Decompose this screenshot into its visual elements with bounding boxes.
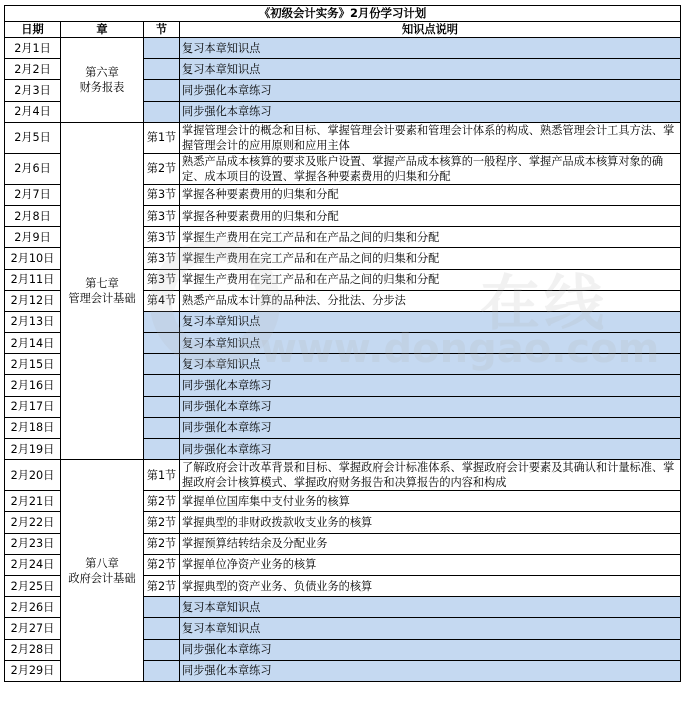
date-cell: 2月3日 (5, 80, 61, 101)
chapter-subtitle: 管理会计基础 (68, 291, 136, 305)
chapter-name: 第六章 (85, 65, 119, 79)
section-cell: 第3节 (144, 227, 180, 248)
date-cell: 2月9日 (5, 227, 61, 248)
date-cell: 2月15日 (5, 354, 61, 375)
section-cell: 第2节 (144, 554, 180, 575)
description-cell: 同步强化本章练习 (180, 639, 681, 660)
section-cell (144, 38, 180, 59)
description-cell: 复习本章知识点 (180, 59, 681, 80)
date-cell: 2月11日 (5, 269, 61, 290)
chapter-name: 第七章 (85, 276, 119, 290)
date-cell: 2月22日 (5, 512, 61, 533)
section-cell: 第3节 (144, 269, 180, 290)
description-cell: 同步强化本章练习 (180, 80, 681, 101)
section-cell: 第2节 (144, 533, 180, 554)
description-cell: 掌握典型的资产业务、负债业务的核算 (180, 575, 681, 596)
date-cell: 2月12日 (5, 290, 61, 311)
description-cell: 复习本章知识点 (180, 311, 681, 332)
chapter-cell (61, 122, 144, 459)
section-cell (144, 333, 180, 354)
description-cell: 同步强化本章练习 (180, 375, 681, 396)
section-cell: 第1节 (144, 122, 180, 153)
section-cell (144, 639, 180, 660)
section-cell (144, 101, 180, 122)
table-row (5, 38, 681, 59)
description-cell: 掌握生产费用在完工产品和在产品之间的归集和分配 (180, 248, 681, 269)
date-cell: 2月19日 (5, 439, 61, 460)
description-cell: 复习本章知识点 (180, 618, 681, 639)
description-cell: 同步强化本章练习 (180, 101, 681, 122)
table-row (5, 122, 681, 153)
study-plan-sheet (4, 5, 680, 682)
section-cell: 第2节 (144, 491, 180, 512)
date-cell: 2月24日 (5, 554, 61, 575)
date-cell: 2月2日 (5, 59, 61, 80)
section-cell (144, 660, 180, 681)
date-cell: 2月17日 (5, 396, 61, 417)
header-date: 日期 (5, 22, 61, 38)
date-cell: 2月23日 (5, 533, 61, 554)
date-cell: 2月20日 (5, 460, 61, 491)
date-cell: 2月21日 (5, 491, 61, 512)
chapter-name: 第八章 (85, 556, 119, 570)
description-cell: 复习本章知识点 (180, 333, 681, 354)
section-cell (144, 417, 180, 438)
date-cell: 2月7日 (5, 184, 61, 205)
chapter-subtitle: 政府会计基础 (68, 571, 136, 585)
section-cell (144, 59, 180, 80)
description-cell: 掌握各种要素费用的归集和分配 (180, 184, 681, 205)
section-cell: 第3节 (144, 205, 180, 226)
date-cell: 2月16日 (5, 375, 61, 396)
date-cell: 2月13日 (5, 311, 61, 332)
date-cell: 2月18日 (5, 417, 61, 438)
chapter-cell (61, 38, 144, 123)
description-cell: 同步强化本章练习 (180, 396, 681, 417)
description-cell: 熟悉产品成本核算的要求及账户设置、掌握产品成本核算的一般程序、掌握产品成本核算对象的确定、成本项目的设置、掌握各种要素费用的归集和分配 (180, 153, 681, 184)
date-cell: 2月1日 (5, 38, 61, 59)
description-cell: 掌握管理会计的概念和目标、掌握管理会计要素和管理会计体系的构成、熟悉管理会计工具方法、掌握管理会计的应用原则和应用主体 (180, 122, 681, 153)
description-cell: 复习本章知识点 (180, 354, 681, 375)
date-cell: 2月8日 (5, 205, 61, 226)
table-row (5, 460, 681, 491)
date-cell: 2月4日 (5, 101, 61, 122)
description-cell: 复习本章知识点 (180, 597, 681, 618)
description-cell: 掌握生产费用在完工产品和在产品之间的归集和分配 (180, 227, 681, 248)
date-cell: 2月26日 (5, 597, 61, 618)
section-cell (144, 80, 180, 101)
chapter-subtitle: 财务报表 (79, 80, 125, 94)
date-cell: 2月10日 (5, 248, 61, 269)
section-cell (144, 396, 180, 417)
section-cell (144, 311, 180, 332)
chapter-cell (61, 460, 144, 682)
description-cell: 掌握典型的非财政拨款收支业务的核算 (180, 512, 681, 533)
description-cell: 同步强化本章练习 (180, 439, 681, 460)
date-cell: 2月27日 (5, 618, 61, 639)
watermark-text: 在线 (480, 269, 608, 339)
date-cell: 2月28日 (5, 639, 61, 660)
description-cell: 掌握各种要素费用的归集和分配 (180, 205, 681, 226)
section-cell: 第2节 (144, 512, 180, 533)
date-cell: 2月14日 (5, 333, 61, 354)
section-cell: 第4节 (144, 290, 180, 311)
header-desc: 知识点说明 (180, 22, 681, 38)
section-cell: 第3节 (144, 184, 180, 205)
section-cell: 第2节 (144, 575, 180, 596)
description-cell: 同步强化本章练习 (180, 660, 681, 681)
description-cell: 复习本章知识点 (180, 38, 681, 59)
section-cell: 第2节 (144, 153, 180, 184)
date-cell: 2月6日 (5, 153, 61, 184)
description-cell: 了解政府会计改革背景和目标、掌握政府会计标准体系、掌握政府会计要素及其确认和计量标准、掌握政府会计核算模式、掌握政府财务报告和决算报告的内容和构成 (180, 460, 681, 491)
description-cell: 熟悉产品成本计算的品种法、分批法、分步法 (180, 290, 681, 311)
section-cell (144, 375, 180, 396)
description-cell: 同步强化本章练习 (180, 417, 681, 438)
description-cell: 掌握单位国库集中支付业务的核算 (180, 491, 681, 512)
description-cell: 掌握预算结转结余及分配业务 (180, 533, 681, 554)
date-cell: 2月29日 (5, 660, 61, 681)
title-row (5, 6, 681, 22)
section-cell (144, 597, 180, 618)
header-chapter: 章 (61, 22, 144, 38)
description-cell: 掌握单位净资产业务的核算 (180, 554, 681, 575)
section-cell: 第3节 (144, 248, 180, 269)
date-cell: 2月25日 (5, 575, 61, 596)
header-section: 节 (144, 22, 180, 38)
page-title: 《初级会计实务》2月份学习计划 (5, 6, 681, 22)
section-cell (144, 618, 180, 639)
section-cell: 第1节 (144, 460, 180, 491)
description-cell: 掌握生产费用在完工产品和在产品之间的归集和分配 (180, 269, 681, 290)
section-cell (144, 439, 180, 460)
section-cell (144, 354, 180, 375)
date-cell: 2月5日 (5, 122, 61, 153)
study-plan-table (4, 5, 681, 682)
header-row (5, 22, 681, 38)
